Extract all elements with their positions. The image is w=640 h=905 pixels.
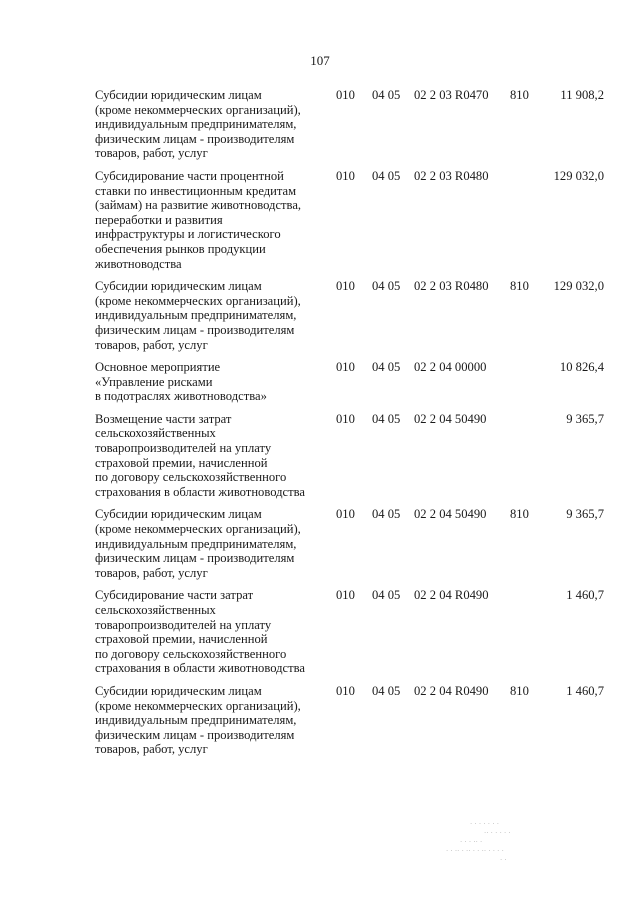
description-line: товаров, работ, услуг bbox=[95, 146, 208, 161]
table-row bbox=[0, 169, 640, 279]
description-line: Субсидии юридическим лицам bbox=[95, 683, 262, 698]
description-line: физическим лицам - производителям bbox=[95, 131, 295, 146]
amount: 11 908,2 bbox=[560, 88, 604, 102]
description-line: «Управление рисками bbox=[95, 374, 213, 389]
description-line: по договору сельскохозяйственного bbox=[95, 646, 287, 661]
description-line: страхования в области животноводства bbox=[95, 661, 306, 676]
amount: 129 032,0 bbox=[553, 168, 604, 183]
description-line: по договору сельскохозяйственного bbox=[95, 470, 287, 485]
row-description bbox=[95, 684, 317, 757]
gr-code: 010 bbox=[336, 507, 355, 522]
amount: 1 460,7 bbox=[566, 683, 604, 698]
amount: 1 460,7 bbox=[566, 588, 604, 603]
cs-code: 02 2 04 50490 bbox=[414, 507, 487, 522]
description-line: Субсидии юридическим лицам bbox=[95, 279, 262, 294]
description-line: сельскохозяйственных bbox=[95, 603, 216, 617]
gr-code: 010 bbox=[336, 360, 355, 375]
cs-code: 02 2 04 50490 bbox=[414, 411, 487, 426]
description-line: Основное мероприятие bbox=[95, 360, 221, 375]
cs-code: 02 2 03 R0470 bbox=[414, 88, 489, 102]
faded-stamp: · · · · · · · ·· · · · · · · · · ·· · · · ·· · ·· · · ·· · · · · · · bbox=[446, 820, 511, 864]
description-line: сельскохозяйственных bbox=[95, 426, 216, 441]
rz-pr-code: 04 05 bbox=[372, 588, 401, 603]
row-description bbox=[95, 507, 317, 580]
description-line: обеспечения рынков продукции bbox=[95, 241, 266, 256]
description-line: Субсидирование части процентной bbox=[95, 168, 284, 183]
rz-pr-code: 04 05 bbox=[372, 683, 401, 698]
description-line: индивидуальным предпринимателям, bbox=[95, 713, 297, 728]
table-row bbox=[0, 588, 640, 684]
description-line: товаропроизводителей на уплату bbox=[95, 441, 272, 456]
gr-code: 010 bbox=[336, 683, 355, 698]
description-line: (займам) на развитие животноводства, bbox=[95, 198, 302, 213]
amount: 9 365,7 bbox=[566, 411, 604, 426]
budget-table bbox=[0, 88, 640, 765]
amount: 10 826,4 bbox=[559, 360, 604, 375]
description-line: Возмещение части затрат bbox=[95, 411, 232, 426]
description-line: ставки по инвестиционным кредитам bbox=[95, 183, 297, 198]
description-line: страховой премии, начисленной bbox=[95, 455, 268, 470]
row-description bbox=[95, 588, 317, 676]
description-line: страховой премии, начисленной bbox=[95, 632, 268, 647]
vr-code: 810 bbox=[510, 507, 529, 522]
row-description bbox=[95, 88, 317, 161]
cs-code: 02 2 04 R0490 bbox=[414, 588, 489, 603]
amount: 129 032,0 bbox=[553, 279, 604, 294]
description-line: товаров, работ, услуг bbox=[95, 742, 208, 757]
description-line: физическим лицам - производителям bbox=[95, 551, 295, 566]
rz-pr-code: 04 05 bbox=[372, 279, 401, 294]
row-description bbox=[95, 412, 317, 500]
description-line: индивидуальным предпринимателям, bbox=[95, 536, 297, 551]
description-line: индивидуальным предпринимателям, bbox=[95, 117, 297, 132]
description-line: животноводства bbox=[95, 256, 182, 271]
rz-pr-code: 04 05 bbox=[372, 360, 401, 375]
row-description bbox=[95, 169, 317, 271]
description-line: переработки и развития bbox=[95, 212, 223, 227]
vr-code: 810 bbox=[510, 683, 529, 698]
table-row bbox=[0, 360, 640, 412]
gr-code: 010 bbox=[336, 279, 355, 294]
page-number: 107 bbox=[310, 53, 330, 68]
gr-code: 010 bbox=[336, 411, 355, 426]
table-row bbox=[0, 279, 640, 360]
gr-code: 010 bbox=[336, 88, 355, 102]
gr-code: 010 bbox=[336, 168, 355, 183]
table-row bbox=[0, 684, 640, 765]
description-line: (кроме некоммерческих организаций), bbox=[95, 102, 301, 117]
description-line: физическим лицам - производителям bbox=[95, 322, 295, 337]
description-line: физическим лицам - производителям bbox=[95, 727, 295, 742]
row-description bbox=[95, 360, 317, 404]
cs-code: 02 2 04 R0490 bbox=[414, 683, 489, 698]
table-row bbox=[0, 88, 640, 169]
description-line: (кроме некоммерческих организаций), bbox=[95, 293, 301, 308]
vr-code: 810 bbox=[510, 88, 529, 102]
table-row bbox=[0, 412, 640, 508]
description-line: Субсидии юридическим лицам bbox=[95, 88, 262, 102]
description-line: товаров, работ, услуг bbox=[95, 565, 208, 580]
vr-code: 810 bbox=[510, 279, 529, 294]
description-line: товаропроизводителей на уплату bbox=[95, 617, 272, 632]
description-line: товаров, работ, услуг bbox=[95, 337, 208, 352]
description-line: (кроме некоммерческих организаций), bbox=[95, 522, 301, 537]
description-line: инфраструктуры и логистического bbox=[95, 227, 281, 242]
rz-pr-code: 04 05 bbox=[372, 507, 401, 522]
description-line: Субсидии юридическим лицам bbox=[95, 507, 262, 522]
cs-code: 02 2 04 00000 bbox=[414, 360, 487, 375]
rz-pr-code: 04 05 bbox=[372, 168, 401, 183]
amount: 9 365,7 bbox=[566, 507, 604, 522]
cs-code: 02 2 03 R0480 bbox=[414, 168, 489, 183]
table-row bbox=[0, 507, 640, 588]
description-line: Субсидирование части затрат bbox=[95, 588, 254, 603]
description-line: в подотраслях животноводства» bbox=[95, 389, 267, 404]
description-line: (кроме некоммерческих организаций), bbox=[95, 698, 301, 713]
cs-code: 02 2 03 R0480 bbox=[414, 279, 489, 294]
gr-code: 010 bbox=[336, 588, 355, 603]
row-description bbox=[95, 279, 317, 352]
rz-pr-code: 04 05 bbox=[372, 411, 401, 426]
rz-pr-code: 04 05 bbox=[372, 88, 401, 102]
description-line: страхования в области животноводства bbox=[95, 484, 306, 499]
description-line: индивидуальным предпринимателям, bbox=[95, 308, 297, 323]
